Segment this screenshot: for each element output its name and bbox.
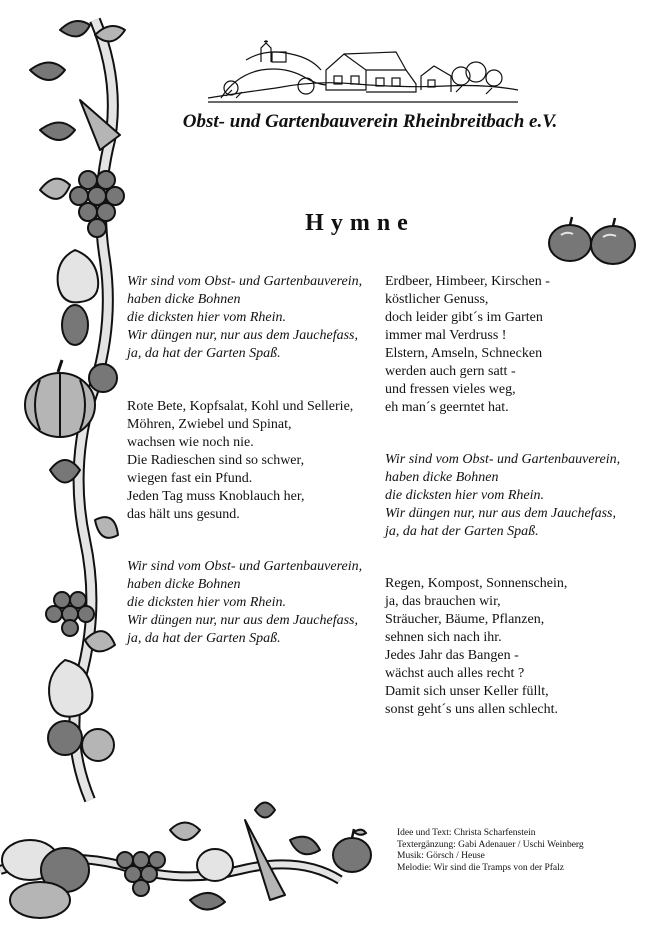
stanza-line: doch leider gibt´s im Garten <box>385 310 543 325</box>
credits <box>397 828 584 874</box>
stanza-line: Damit sich unser Keller füllt, <box>385 684 549 699</box>
stanza-line: ja, da hat der Garten Spaß. <box>127 346 281 361</box>
stanza-refrain-2 <box>127 558 362 648</box>
stanza-line: wachsen wie noch nie. <box>127 435 254 450</box>
stanza-line: immer mal Verdruss ! <box>385 328 507 343</box>
stanza-line: wächst auch alles recht ? <box>385 666 525 681</box>
organization-name: Obst- und Gartenbauverein Rheinbreitbach e.V. <box>182 111 558 132</box>
stanza-line: sehnen sich nach ihr. <box>385 630 502 645</box>
stanza-line: werden auch gern satt - <box>385 364 516 379</box>
stanza-verse-2 <box>127 398 353 524</box>
stanza-line: die dicksten hier vom Rhein. <box>127 595 287 610</box>
stanza-line: Wir düngen nur, nur aus dem Jauchefass, <box>127 328 358 343</box>
credit-line: Textergänzung: Gabi Adenauer / Uschi Weinberg <box>397 839 584 850</box>
stanza-line: Wir düngen nur, nur aus dem Jauchefass, <box>385 506 616 521</box>
stanza-refrain-1 <box>127 273 362 363</box>
apple-icon <box>330 825 375 875</box>
stanza-line: eh man´s geerntet hat. <box>385 400 509 415</box>
stanza-line: die dicksten hier vom Rhein. <box>385 488 545 503</box>
stanza-line: Jeden Tag muss Knoblauch her, <box>127 489 305 504</box>
stanza-verse-3 <box>385 575 567 719</box>
stanza-line: das hält uns gesund. <box>127 507 240 522</box>
stanza-line: sonst geht´s uns allen schlecht. <box>385 702 559 717</box>
page-title: Hymne <box>305 210 415 236</box>
stanza-line: Die Radieschen sind so schwer, <box>127 453 305 468</box>
stanza-verse-1 <box>385 273 550 417</box>
stanza-line: Rote Bete, Kopfsalat, Kohl und Sellerie, <box>127 399 354 414</box>
stanza-line: haben dicke Bohnen <box>385 470 499 485</box>
stanza-line: haben dicke Bohnen <box>127 292 241 307</box>
stanza-line: haben dicke Bohnen <box>127 577 241 592</box>
stanza-line: wiegen fast ein Pfund. <box>127 471 253 486</box>
stanza-line: Wir sind vom Obst- und Gartenbauverein, <box>127 274 363 289</box>
stanza-line: Wir sind vom Obst- und Gartenbauverein, <box>385 452 621 467</box>
stanza-line: die dicksten hier vom Rhein. <box>127 310 287 325</box>
stanza-line: köstlicher Genuss, <box>385 292 489 307</box>
stanza-line: ja, das brauchen wir, <box>385 594 501 609</box>
stanza-line: ja, da hat der Garten Spaß. <box>127 631 281 646</box>
apples-icon <box>545 215 640 270</box>
stanza-line: Sträucher, Bäume, Pflanzen, <box>385 612 545 627</box>
stanza-refrain-3 <box>385 451 620 541</box>
stanza-line: Wir düngen nur, nur aus dem Jauchefass, <box>127 613 358 628</box>
credit-line: Idee und Text: Christa Scharfenstein <box>397 828 536 838</box>
stanza-line: Wir sind vom Obst- und Gartenbauverein, <box>127 559 363 574</box>
stanza-line: Möhren, Zwiebel und Spinat, <box>127 417 292 432</box>
stanza-line: Erdbeer, Himbeer, Kirschen - <box>385 274 550 289</box>
village-landscape-icon <box>206 40 520 106</box>
credit-line: Melodie: Wir sind die Tramps von der Pfalz <box>397 862 564 873</box>
stanza-line: Elstern, Amseln, Schnecken <box>385 346 543 361</box>
stanza-line: und fressen vieles weg, <box>385 382 516 397</box>
stanza-line: ja, da hat der Garten Spaß. <box>385 524 539 539</box>
stanza-line: Jedes Jahr das Bangen - <box>385 648 519 663</box>
credit-line: Musik: Görsch / Heuse <box>397 851 485 862</box>
stanza-line: Regen, Kompost, Sonnenschein, <box>385 576 568 591</box>
